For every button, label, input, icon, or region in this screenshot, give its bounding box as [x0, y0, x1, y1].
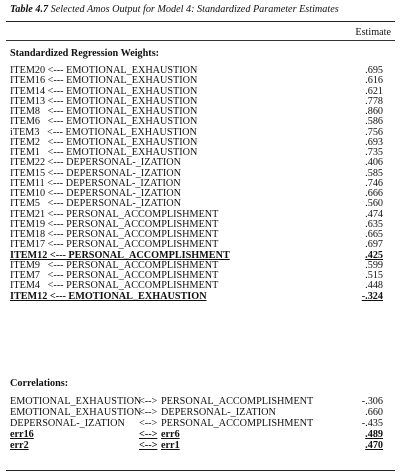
regression-estimate: -.324: [361, 290, 383, 302]
regression-section-title: Standardized Regression Weights:: [10, 48, 160, 59]
regression-estimate: .474: [365, 208, 383, 220]
correlation-var-b: PERSONAL_ACCOMPLISHMENT: [161, 396, 314, 407]
estimate-column-header: Estimate: [355, 27, 391, 38]
regression-estimate: .621: [365, 85, 383, 97]
correlation-estimate: .470: [365, 440, 383, 451]
correlation-var-b: err1: [161, 440, 180, 451]
regression-path-label: ITEM12 <--- EMOTIONAL_EXHAUSTION: [10, 290, 207, 302]
correlation-var-a: err16: [10, 429, 34, 440]
correlation-var-a: err2: [10, 440, 29, 451]
regression-estimate: .448: [365, 280, 383, 292]
regression-path-label: ITEM13 <--- EMOTIONAL_EXHAUSTION: [10, 95, 198, 107]
regression-path-label: ITEM17 <--- PERSONAL_ACCOMPLISHMENT: [10, 239, 219, 251]
regression-estimate: .560: [365, 198, 383, 210]
regression-estimate: .665: [365, 229, 383, 240]
correlation-arrow: <-->: [139, 418, 158, 429]
correlation-var-a: EMOTIONAL_EXHAUSTION: [10, 407, 142, 418]
table-caption-number: Table 4.7: [10, 4, 49, 15]
regression-path-label: ITEM11 <--- DEPERSONAL-_IZATION: [10, 177, 181, 189]
regression-estimate: .635: [365, 218, 383, 230]
correlation-estimate: -.435: [361, 418, 383, 429]
regression-row: [0, 240, 401, 250]
correlation-var-b: PERSONAL_ACCOMPLISHMENT: [161, 418, 314, 429]
regression-estimate: .735: [365, 147, 383, 158]
regression-path-label: ITEM9 <--- PERSONAL_ACCOMPLISHMENT: [10, 259, 219, 271]
top-rule: [6, 21, 395, 22]
correlation-row: [0, 396, 401, 407]
regression-path-label: ITEM22 <--- DEPERSONAL-_IZATION: [10, 157, 181, 169]
regression-row: [0, 281, 401, 291]
regression-path-label: ITEM6 <--- EMOTIONAL_EXHAUSTION: [10, 116, 198, 128]
correlation-estimate: .660: [365, 407, 383, 418]
correlation-estimate: -.306: [361, 396, 383, 407]
table-caption-text: Selected Amos Output for Model 4: Standardized Parameter Estimates: [50, 4, 339, 15]
correlation-row: [0, 440, 401, 451]
regression-path-label: ITEM15 <--- DEPERSONAL-_IZATION: [10, 167, 181, 179]
correlation-row: [0, 429, 401, 440]
regression-row: [0, 76, 401, 86]
regression-path-label: ITEM16 <--- EMOTIONAL_EXHAUSTION: [10, 75, 198, 87]
bottom-rule: [6, 470, 395, 471]
header-rule: [6, 40, 395, 41]
regression-estimate: .693: [365, 136, 383, 148]
regression-estimate: .756: [365, 126, 383, 138]
correlation-row: [0, 418, 401, 429]
regression-estimate: .586: [365, 116, 383, 128]
correlation-arrow: <-->: [139, 429, 158, 440]
regression-path-label: ITEM7 <--- PERSONAL_ACCOMPLISHMENT: [10, 270, 219, 281]
regression-path-label: ITEM1 <--- EMOTIONAL_EXHAUSTION: [10, 147, 198, 158]
regression-row: [0, 292, 401, 302]
correlation-rows: [0, 396, 401, 451]
regression-rows: [0, 66, 401, 302]
regression-estimate: .697: [365, 239, 383, 251]
regression-path-label: ITEM10 <--- DEPERSONAL-_IZATION: [10, 188, 181, 199]
regression-path-label: iTEM3 <--- EMOTIONAL_EXHAUSTION: [10, 126, 197, 138]
regression-estimate: .425: [365, 249, 383, 261]
correlation-arrow: <-->: [139, 440, 158, 451]
regression-path-label: ITEM19 <--- PERSONAL_ACCOMPLISHMENT: [10, 218, 219, 230]
correlation-arrow: <-->: [139, 396, 158, 407]
correlations-section-title: Correlations:: [10, 378, 69, 389]
correlation-arrow: <-->: [139, 407, 158, 418]
regression-estimate: .515: [365, 270, 383, 281]
regression-estimate: .860: [365, 106, 383, 117]
regression-row: [0, 158, 401, 168]
regression-estimate: .616: [365, 75, 383, 87]
regression-path-label: ITEM5 <--- DEPERSONAL-_IZATION: [10, 198, 181, 210]
correlation-var-b: err6: [161, 429, 180, 440]
correlation-var-a: EMOTIONAL_EXHAUSTION: [10, 396, 142, 407]
regression-estimate: .406: [365, 157, 383, 169]
regression-path-label: ITEM12 <--- PERSONAL_ACCOMPLISHMENT: [10, 249, 230, 261]
regression-estimate: .695: [365, 65, 383, 76]
regression-path-label: ITEM21 <--- PERSONAL_ACCOMPLISHMENT: [10, 208, 219, 220]
regression-path-label: ITEM20 <--- EMOTIONAL_EXHAUSTION: [10, 65, 198, 76]
regression-estimate: .599: [365, 259, 383, 271]
correlation-row: [0, 407, 401, 418]
regression-path-label: ITEM18 <--- PERSONAL_ACCOMPLISHMENT: [10, 229, 219, 240]
regression-row: [0, 199, 401, 209]
correlation-estimate: .489: [365, 429, 383, 440]
regression-path-label: ITEM8 <--- EMOTIONAL_EXHAUSTION: [10, 106, 198, 117]
regression-path-label: ITEM2 <--- EMOTIONAL_EXHAUSTION: [10, 136, 198, 148]
correlation-var-b: DEPERSONAL-_IZATION: [161, 407, 276, 418]
regression-estimate: .746: [365, 177, 383, 189]
regression-estimate: .778: [365, 95, 383, 107]
regression-estimate: .666: [365, 188, 383, 199]
table-caption: [10, 4, 339, 15]
regression-estimate: .585: [365, 167, 383, 179]
regression-row: [0, 117, 401, 127]
regression-path-label: ITEM4 <--- PERSONAL_ACCOMPLISHMENT: [10, 280, 219, 292]
correlation-var-a: DEPERSONAL-_IZATION: [10, 418, 125, 429]
regression-path-label: ITEM14 <--- EMOTIONAL_EXHAUSTION: [10, 85, 198, 97]
